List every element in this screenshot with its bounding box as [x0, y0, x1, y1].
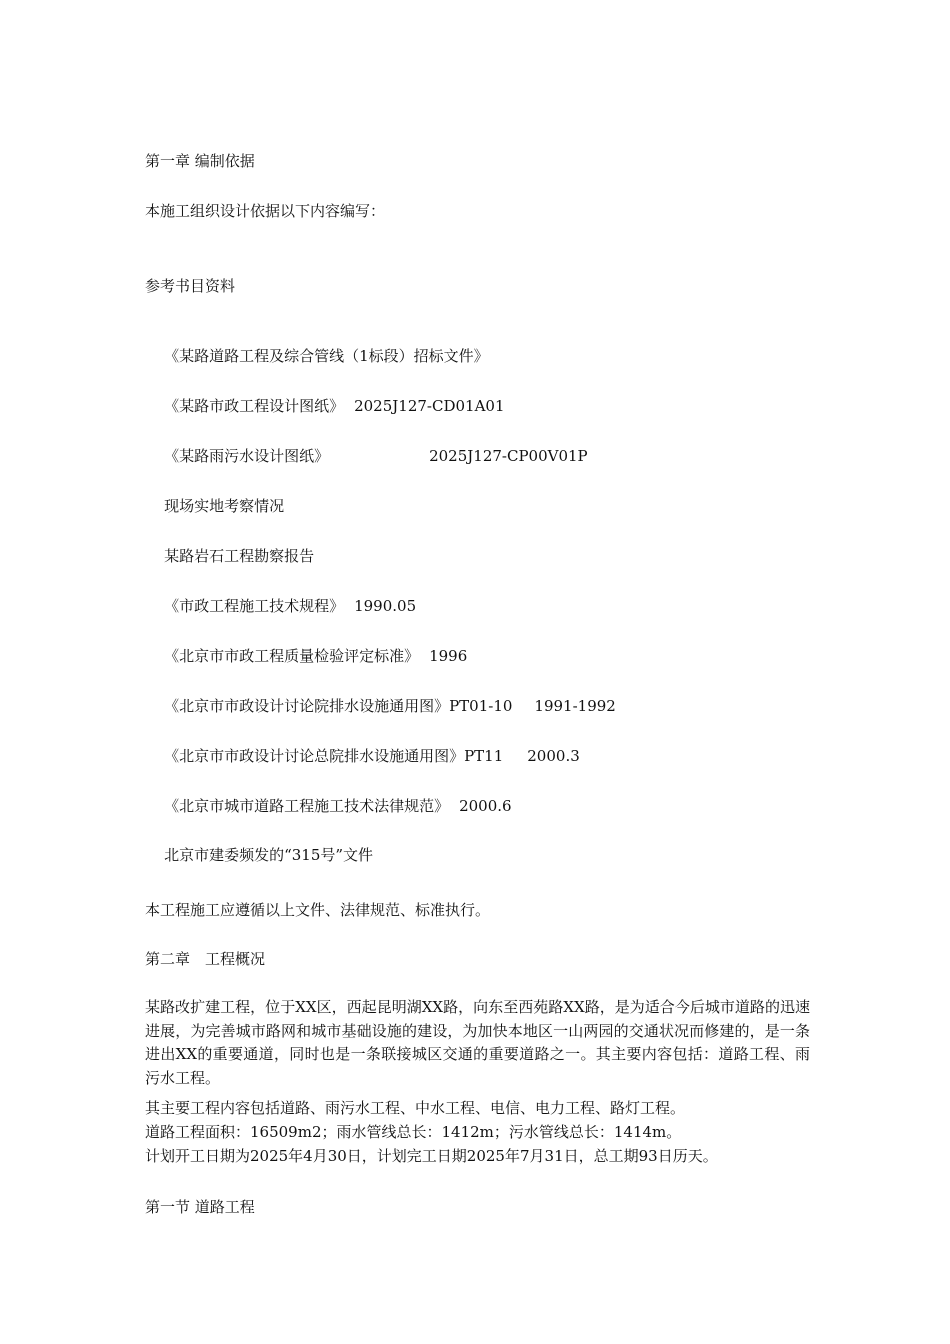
reference-title: 现场实地考察情况 [164, 497, 285, 515]
chapter-2-title: 第二章 工程概况 [145, 950, 266, 968]
reference-title: 《某路道路工程及综合管线（1标段）招标文件》 [164, 347, 489, 365]
reference-title: 《市政工程施工技术规程》 [164, 597, 345, 615]
overview-line: 计划开工日期为2025年4月30日，计划完工日期2025年7月31日，总工期93日历天。 [145, 1147, 718, 1165]
section-1-title: 第一节 道路工程 [145, 1198, 255, 1216]
overview-line: 道路工程面积：16509m2；雨水管线总长：1412m；污水管线总长：1414m。 [145, 1123, 682, 1141]
reference-code: 1990.05 [354, 597, 417, 615]
reference-code: 1991-1992 [534, 697, 616, 715]
reference-title: 某路岩石工程勘察报告 [164, 547, 315, 565]
reference-code: 2000.6 [459, 797, 512, 815]
reference-title: 《某路雨污水设计图纸》 [164, 447, 330, 465]
reference-title: 北京市建委频发的“315号”文件 [164, 846, 374, 864]
reference-code: 2025J127-CD01A01 [354, 397, 505, 415]
reference-code: 2000.3 [527, 747, 580, 765]
references-heading: 参考书目资料 [145, 277, 236, 295]
reference-code: 2025J127-CP00V01P [429, 447, 588, 465]
reference-title: 《北京市城市道路工程施工技术法律规范》 [164, 797, 450, 815]
intro-text: 本施工组织设计依据以下内容编写： [145, 202, 386, 220]
overview-line: 其主要工程内容包括道路、雨污水工程、中水工程、电信、电力工程、路灯工程。 [145, 1099, 686, 1117]
reference-item [145, 825, 373, 885]
reference-code: 1996 [429, 647, 468, 665]
reference-title: 《北京市市政设计讨论院排水设施通用图》PT01-10 [164, 697, 513, 715]
reference-title: 《某路市政工程设计图纸》 [164, 397, 345, 415]
reference-title: 《北京市市政设计讨论总院排水设施通用图》PT11 [164, 747, 504, 765]
compliance-text: 本工程施工应遵循以上文件、法律规范、标准执行。 [145, 901, 491, 919]
overview-paragraph: 某路改扩建工程，位于XX区，西起昆明湖XX路，向东至西苑路XX路，是为适合今后城市道路的迅速进展，为完善城市路网和城市基础设施的建设，为加快本地区一山两园的交通状况而修建的，是一条进出XX的重要通道，同时也是一条联接城区交通的重要道路之一。其主要内容包括：道路工程、雨污水工程。 [145, 998, 810, 1087]
reference-title: 《北京市市政工程质量检验评定标准》 [164, 647, 420, 665]
chapter-1-title: 第一章 编制依据 [145, 152, 255, 170]
